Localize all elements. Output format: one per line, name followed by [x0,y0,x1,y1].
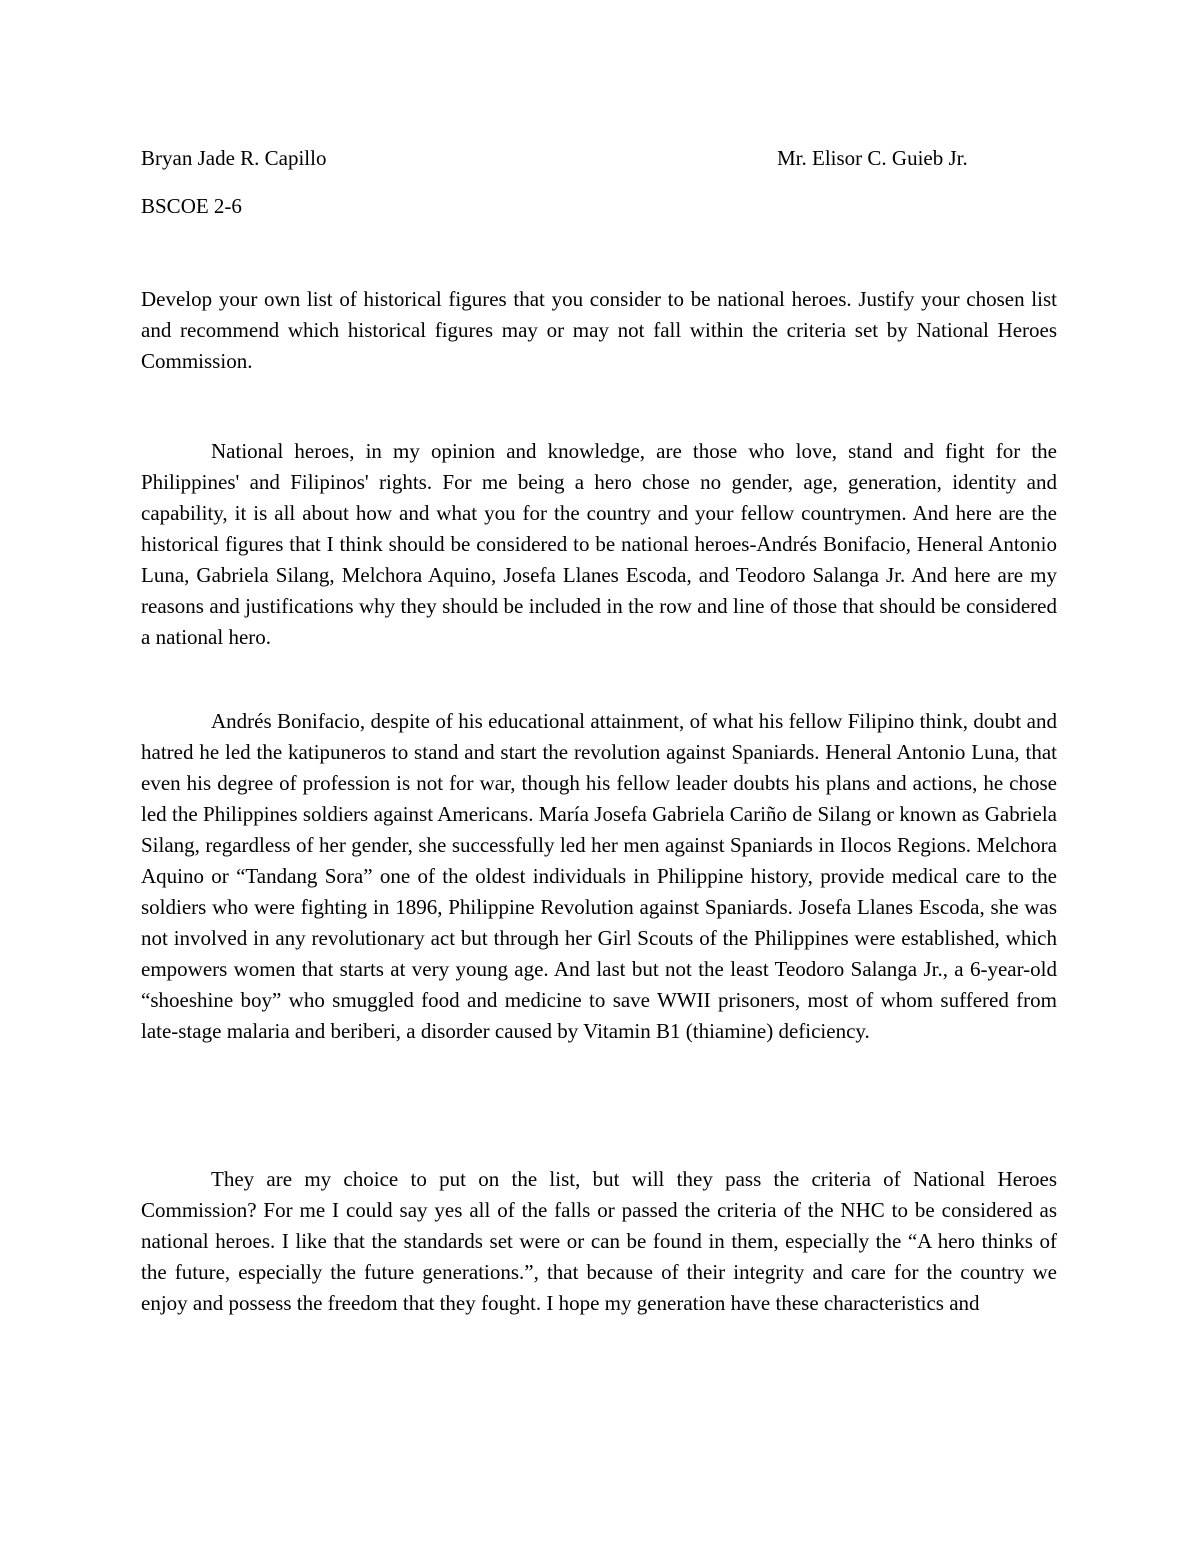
body-paragraph-2: Andrés Bonifacio, despite of his educational attainment, of what his fellow Filipino think, doubt and hatred he led the katipuneros to stand and start the revolution against Spaniards. Heneral Antonio Luna, that even his degree of profession is not for war, though his fellow leader doubts his plans and actions, he chose led the Philippines soldiers against Americans. María Josefa Gabriela Cariño de Silang or known as Gabriela Silang, regardless of her gender, she successfully led her men against Spaniards in Ilocos Regions. Melchora Aquino or “Tandang Sora” one of the oldest individuals in Philippine history, provide medical care to the soldiers who were fighting in 1896, Philippine Revolution against Spaniards. Josefa Llanes Escoda, she was not involved in any revolutionary act but through her Girl Scouts of the Philippines were established, which empowers women that starts at very young age. And last but not the least Teodoro Salanga Jr., a 6-year-old “shoeshine boy” who smuggled food and medicine to save WWII prisoners, most of whom suffered from late-stage malaria and beriberi, a disorder caused by Vitamin B1 (thiamine) deficiency. [141,709,1057,1043]
body-paragraph-3: They are my choice to put on the list, but will they pass the criteria of National Heroes Commission? For me I could say yes all of the falls or passed the criteria of the NHC to be considered as national heroes. I like that the standards set were or can be found in them, especially the “A hero thinks of the future, especially the future generations.”, that because of their integrity and care for the country we enjoy and possess the freedom that they fought. I hope my generation have these characteristics and [141,1167,1057,1315]
assignment-prompt: Develop your own list of historical figures that you consider to be national heroes. Justify your chosen list and recommend which historical figures may or may not fall within the criteria set by National Heroes Commission. [141,287,1057,373]
instructor-name: Mr. Elisor C. Guieb Jr. [777,146,968,170]
body-paragraph-1: National heroes, in my opinion and knowledge, are those who love, stand and fight for the Philippines' and Filipinos' rights. For me being a hero chose no gender, age, generation, identity and capability, it is all about how and what you for the country and your fellow countrymen. And here are the historical figures that I think should be considered to be national heroes-Andrés Bonifacio, Heneral Antonio Luna, Gabriela Silang, Melchora Aquino, Josefa Llanes Escoda, and Teodoro Salanga Jr. And here are my reasons and justifications why they should be included in the row and line of those that should be considered a national hero. [141,439,1057,649]
student-name: Bryan Jade R. Capillo [141,146,327,170]
course-section: BSCOE 2-6 [141,194,242,218]
